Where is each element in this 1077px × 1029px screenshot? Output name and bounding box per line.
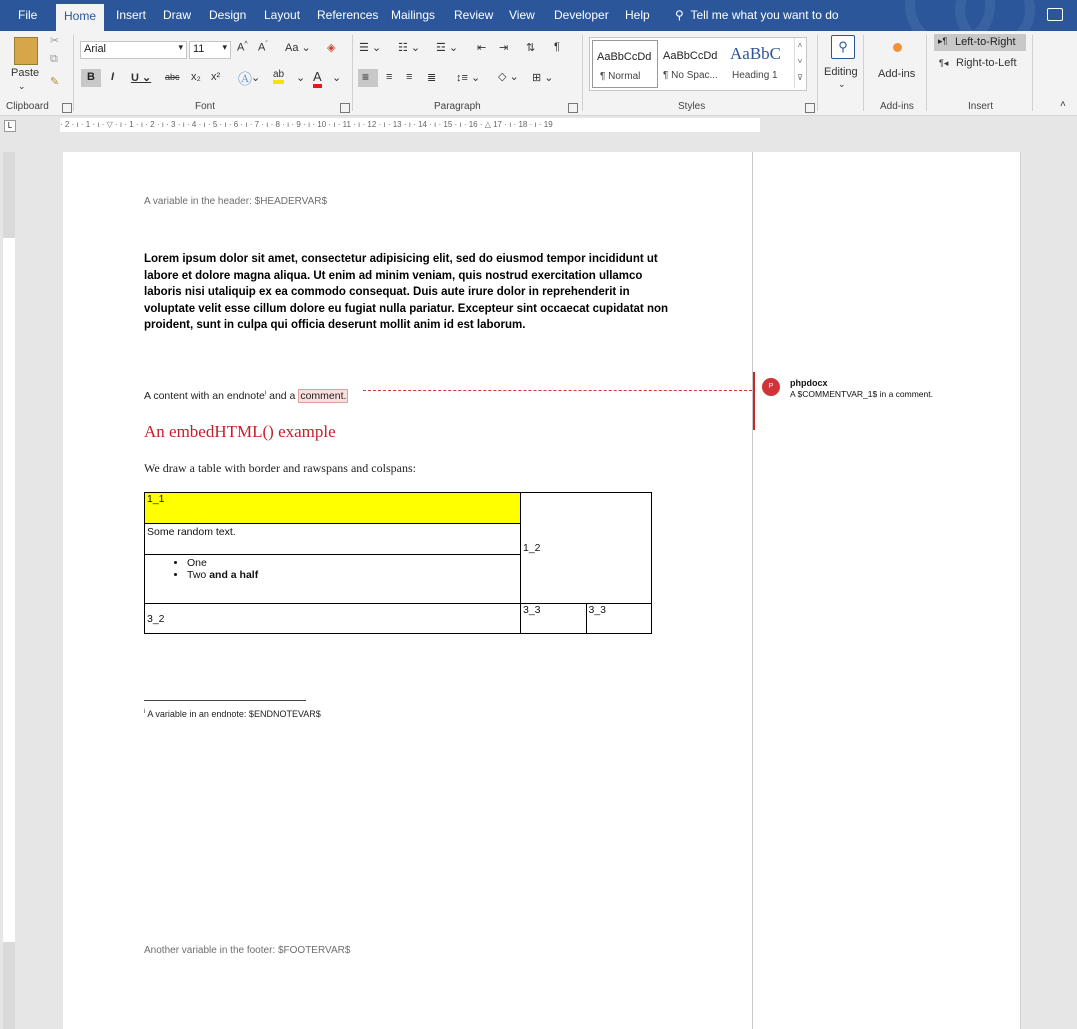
- align-left-button[interactable]: ≡: [358, 69, 378, 87]
- tab-file[interactable]: File: [18, 8, 38, 22]
- table-intro: We draw a table with border and rawspans and colspans:: [144, 461, 416, 475]
- bold-button[interactable]: B: [81, 69, 101, 87]
- style-preview: AaBbCcDd: [663, 50, 718, 62]
- table-cell[interactable]: 1_2: [521, 493, 652, 604]
- superscript-button[interactable]: x²: [211, 71, 221, 83]
- list-item-bold: and a half: [209, 569, 259, 581]
- tab-developer[interactable]: Developer: [554, 8, 609, 22]
- style-preview: AaBbC: [730, 44, 781, 63]
- style-name: ¶ Normal: [600, 71, 641, 82]
- tab-mailings[interactable]: Mailings: [391, 8, 436, 22]
- tab-insert[interactable]: Insert: [116, 8, 147, 22]
- decrease-indent-icon[interactable]: ⇤: [477, 42, 487, 54]
- styles-group-label: Styles: [678, 101, 706, 112]
- lorem-paragraph: Lorem ipsum dolor sit amet, consectetur adipisicing elit, sed do eiusmod tempor incididunt ut labore et dolore magna aliqua. Ut enim ad minim veniam, quis nostrud exercitation ullamco laboris nisi utaliquip ex ea commodo consequat. Duis aute irure dolor in reprehenderit in voluptate velit esse cillum dolore eu fugiat nulla pariatur. Excepteur sint occaecat cupidatat non proident, sunt in culpa qui officia deserunt mollit anim id est laborum.: [144, 253, 669, 331]
- font-name-value: Arial: [84, 43, 107, 55]
- endnote-text: A variable in an endnote: $ENDNOTEVAR$: [147, 709, 321, 719]
- tab-help[interactable]: Help: [625, 8, 650, 22]
- bullets-icon[interactable]: ☰ ⌄: [359, 42, 382, 54]
- subscript-button[interactable]: x₂: [191, 71, 201, 83]
- style-no-spacing[interactable]: [660, 40, 726, 86]
- comment-connector: [363, 390, 752, 391]
- paste-button[interactable]: Paste: [11, 67, 40, 79]
- list-item: • One: [187, 557, 518, 569]
- collapse-ribbon-icon[interactable]: ˄: [1060, 99, 1066, 110]
- justify-icon[interactable]: ≣: [427, 72, 437, 84]
- separator: [582, 35, 583, 111]
- align-right-icon[interactable]: ≡: [406, 71, 413, 83]
- tell-me-label: Tell me what you want to do: [690, 8, 839, 22]
- table-cell[interactable]: 3_2: [145, 604, 521, 634]
- shading-icon[interactable]: ◇ ⌄: [498, 71, 519, 83]
- addins-group-label: Add-ins: [880, 101, 914, 112]
- multilevel-list-icon[interactable]: ☲ ⌄: [436, 42, 459, 54]
- paragraph-launcher-icon[interactable]: [568, 103, 578, 113]
- editing-button[interactable]: Editing: [824, 66, 858, 78]
- tab-view[interactable]: View: [509, 8, 535, 22]
- comment-author: phpdocx: [790, 378, 828, 388]
- endnote-text: A content with an endnote: [144, 390, 265, 402]
- styles-launcher-icon[interactable]: [805, 103, 815, 113]
- underline-button[interactable]: U ⌄: [131, 72, 152, 84]
- separator: [1032, 35, 1033, 111]
- insert-group-label: Insert: [968, 101, 994, 112]
- tab-home[interactable]: Home: [56, 4, 104, 31]
- comments-icon[interactable]: [1047, 8, 1063, 21]
- paste-dropdown-icon[interactable]: ⌄: [18, 81, 26, 91]
- font-color-dropdown-icon[interactable]: ⌄: [332, 72, 342, 84]
- paragraph-group-label: Paragraph: [434, 101, 481, 112]
- separator: [352, 35, 353, 111]
- shrink-font-icon[interactable]: $A^ˇ$: [258, 41, 268, 54]
- list-item-text: Two: [187, 569, 210, 581]
- change-case-label: Aa: [285, 42, 299, 54]
- style-heading1[interactable]: [728, 40, 792, 86]
- style-normal[interactable]: [592, 40, 658, 88]
- comments-pane: [753, 152, 1021, 1029]
- ruler-ticks: · 2 · ı · 1 · ı · ▽ · ı · 1 · ı · 2 · ı · 3 · ı · 4 · ı · 5 · ı · 6 · ı · 7 · ı · 8 · ı · 9 · ı · 10 · ı · 11 · ı · 12 · ı · 13 · ı · 14 · ı · 15 · ı · 16 · △ 17 · ı · 18 · ı · 19: [60, 120, 553, 129]
- borders-icon[interactable]: ⊞ ⌄: [532, 72, 554, 84]
- table-cell[interactable]: Some random text.: [145, 524, 521, 555]
- ruler-margin: [3, 152, 15, 238]
- tab-references[interactable]: References: [317, 8, 379, 22]
- ruler-margin: [3, 942, 15, 1029]
- styles-gallery: [589, 37, 807, 91]
- tab-draw[interactable]: Draw: [163, 8, 192, 22]
- footnote-separator: [144, 700, 306, 701]
- clipboard-launcher-icon[interactable]: [62, 103, 72, 113]
- font-name-box[interactable]: [80, 41, 187, 59]
- increase-indent-icon[interactable]: ⇥: [499, 42, 509, 54]
- style-preview: AaBbCcDd: [597, 51, 652, 63]
- tell-me-search[interactable]: [675, 0, 839, 31]
- rtl-icon[interactable]: ¶◂: [939, 58, 949, 68]
- numbering-icon[interactable]: ☷ ⌄: [398, 42, 421, 54]
- comment-text[interactable]: A $COMMENTVAR_1$ in a comment.: [790, 389, 933, 399]
- right-to-left-button[interactable]: Right-to-Left: [956, 57, 1017, 69]
- addins-icon[interactable]: [893, 43, 902, 52]
- line-spacing-icon[interactable]: ↕≡ ⌄: [456, 72, 481, 84]
- tab-review[interactable]: Review: [454, 8, 494, 22]
- table-cell[interactable]: [145, 555, 521, 604]
- separator: [73, 35, 74, 111]
- text-effects-icon[interactable]: Ⓐ: [238, 71, 252, 87]
- commented-text[interactable]: comment.: [300, 390, 347, 402]
- embed-heading-text: An embedHTML() example: [144, 422, 336, 441]
- text-effects-dropdown-icon[interactable]: ⌄: [251, 72, 261, 84]
- endnote-paragraph: [144, 390, 348, 402]
- align-center-icon[interactable]: ≡: [386, 71, 393, 83]
- addins-button[interactable]: Add-ins: [878, 68, 916, 80]
- chevron-down-icon: ▾: [178, 42, 183, 52]
- tab-selector[interactable]: L: [4, 120, 16, 132]
- ribbon: [0, 31, 1077, 116]
- font-launcher-icon[interactable]: [340, 103, 350, 113]
- italic-button[interactable]: I: [111, 71, 115, 83]
- style-name: Heading 1: [732, 70, 778, 81]
- style-name: ¶ No Spac...: [663, 70, 718, 81]
- embed-heading: [144, 422, 336, 442]
- font-size-value: 11: [193, 43, 205, 55]
- highlight-color-icon[interactable]: ab: [273, 69, 284, 84]
- horizontal-ruler[interactable]: [60, 118, 760, 132]
- header-variable: A variable in the header: $HEADERVAR$: [144, 196, 328, 207]
- sort-icon[interactable]: ⇅: [526, 42, 536, 54]
- cut-icon[interactable]: ✂: [50, 35, 60, 47]
- show-marks-icon[interactable]: ¶: [554, 41, 560, 53]
- table-cell[interactable]: 3_3: [586, 604, 652, 634]
- search-icon[interactable]: ⚲: [831, 35, 855, 59]
- font-group-label: Font: [195, 101, 216, 112]
- font-color-icon[interactable]: A: [313, 69, 322, 88]
- document-page[interactable]: [63, 152, 753, 1029]
- vertical-ruler[interactable]: [3, 152, 15, 1029]
- copy-icon[interactable]: ⧉: [50, 53, 58, 65]
- document-table: [144, 492, 652, 634]
- grow-font-icon[interactable]: A^: [237, 41, 248, 54]
- footer-variable: Another variable in the footer: $FOOTERVAR$: [144, 945, 351, 956]
- clear-formatting-icon[interactable]: ◈: [327, 42, 336, 54]
- change-case-button[interactable]: Aa ⌄: [285, 42, 311, 54]
- format-painter-icon[interactable]: ✎: [50, 76, 60, 88]
- separator: [863, 35, 864, 111]
- endnote-reference[interactable]: i: [264, 390, 267, 397]
- list-item: [187, 569, 518, 581]
- table-cell[interactable]: 1_1: [145, 493, 521, 524]
- editing-dropdown-icon[interactable]: ⌄: [838, 79, 846, 89]
- bullet-list: [147, 557, 518, 581]
- endnote-mark: i: [144, 709, 146, 715]
- left-to-right-button[interactable]: [934, 34, 1026, 51]
- styles-scroll[interactable]: ˄ ˅ ⊽: [794, 38, 805, 88]
- strikethrough-button[interactable]: abc: [165, 72, 180, 82]
- menu-bar: [0, 0, 1077, 31]
- endnote: [144, 709, 321, 719]
- lightbulb-icon: ⚲: [675, 8, 684, 22]
- font-size-box[interactable]: [189, 41, 231, 59]
- separator: [926, 35, 927, 111]
- avatar: P: [762, 378, 780, 396]
- ltr-label: Left-to-Right: [955, 36, 1016, 48]
- ltr-icon: ▸¶: [938, 36, 948, 46]
- clipboard-group-label: Clipboard: [6, 101, 49, 112]
- table-cell[interactable]: 3_3: [521, 604, 587, 634]
- separator: [817, 35, 818, 111]
- paste-icon[interactable]: [14, 37, 38, 65]
- tab-design[interactable]: Design: [209, 8, 247, 22]
- comment-marker: [753, 372, 755, 430]
- highlight-dropdown-icon[interactable]: ⌄: [296, 72, 306, 84]
- tab-layout[interactable]: Layout: [264, 8, 301, 22]
- endnote-text-mid: and a: [266, 390, 299, 402]
- chevron-down-icon: ▾: [222, 42, 227, 52]
